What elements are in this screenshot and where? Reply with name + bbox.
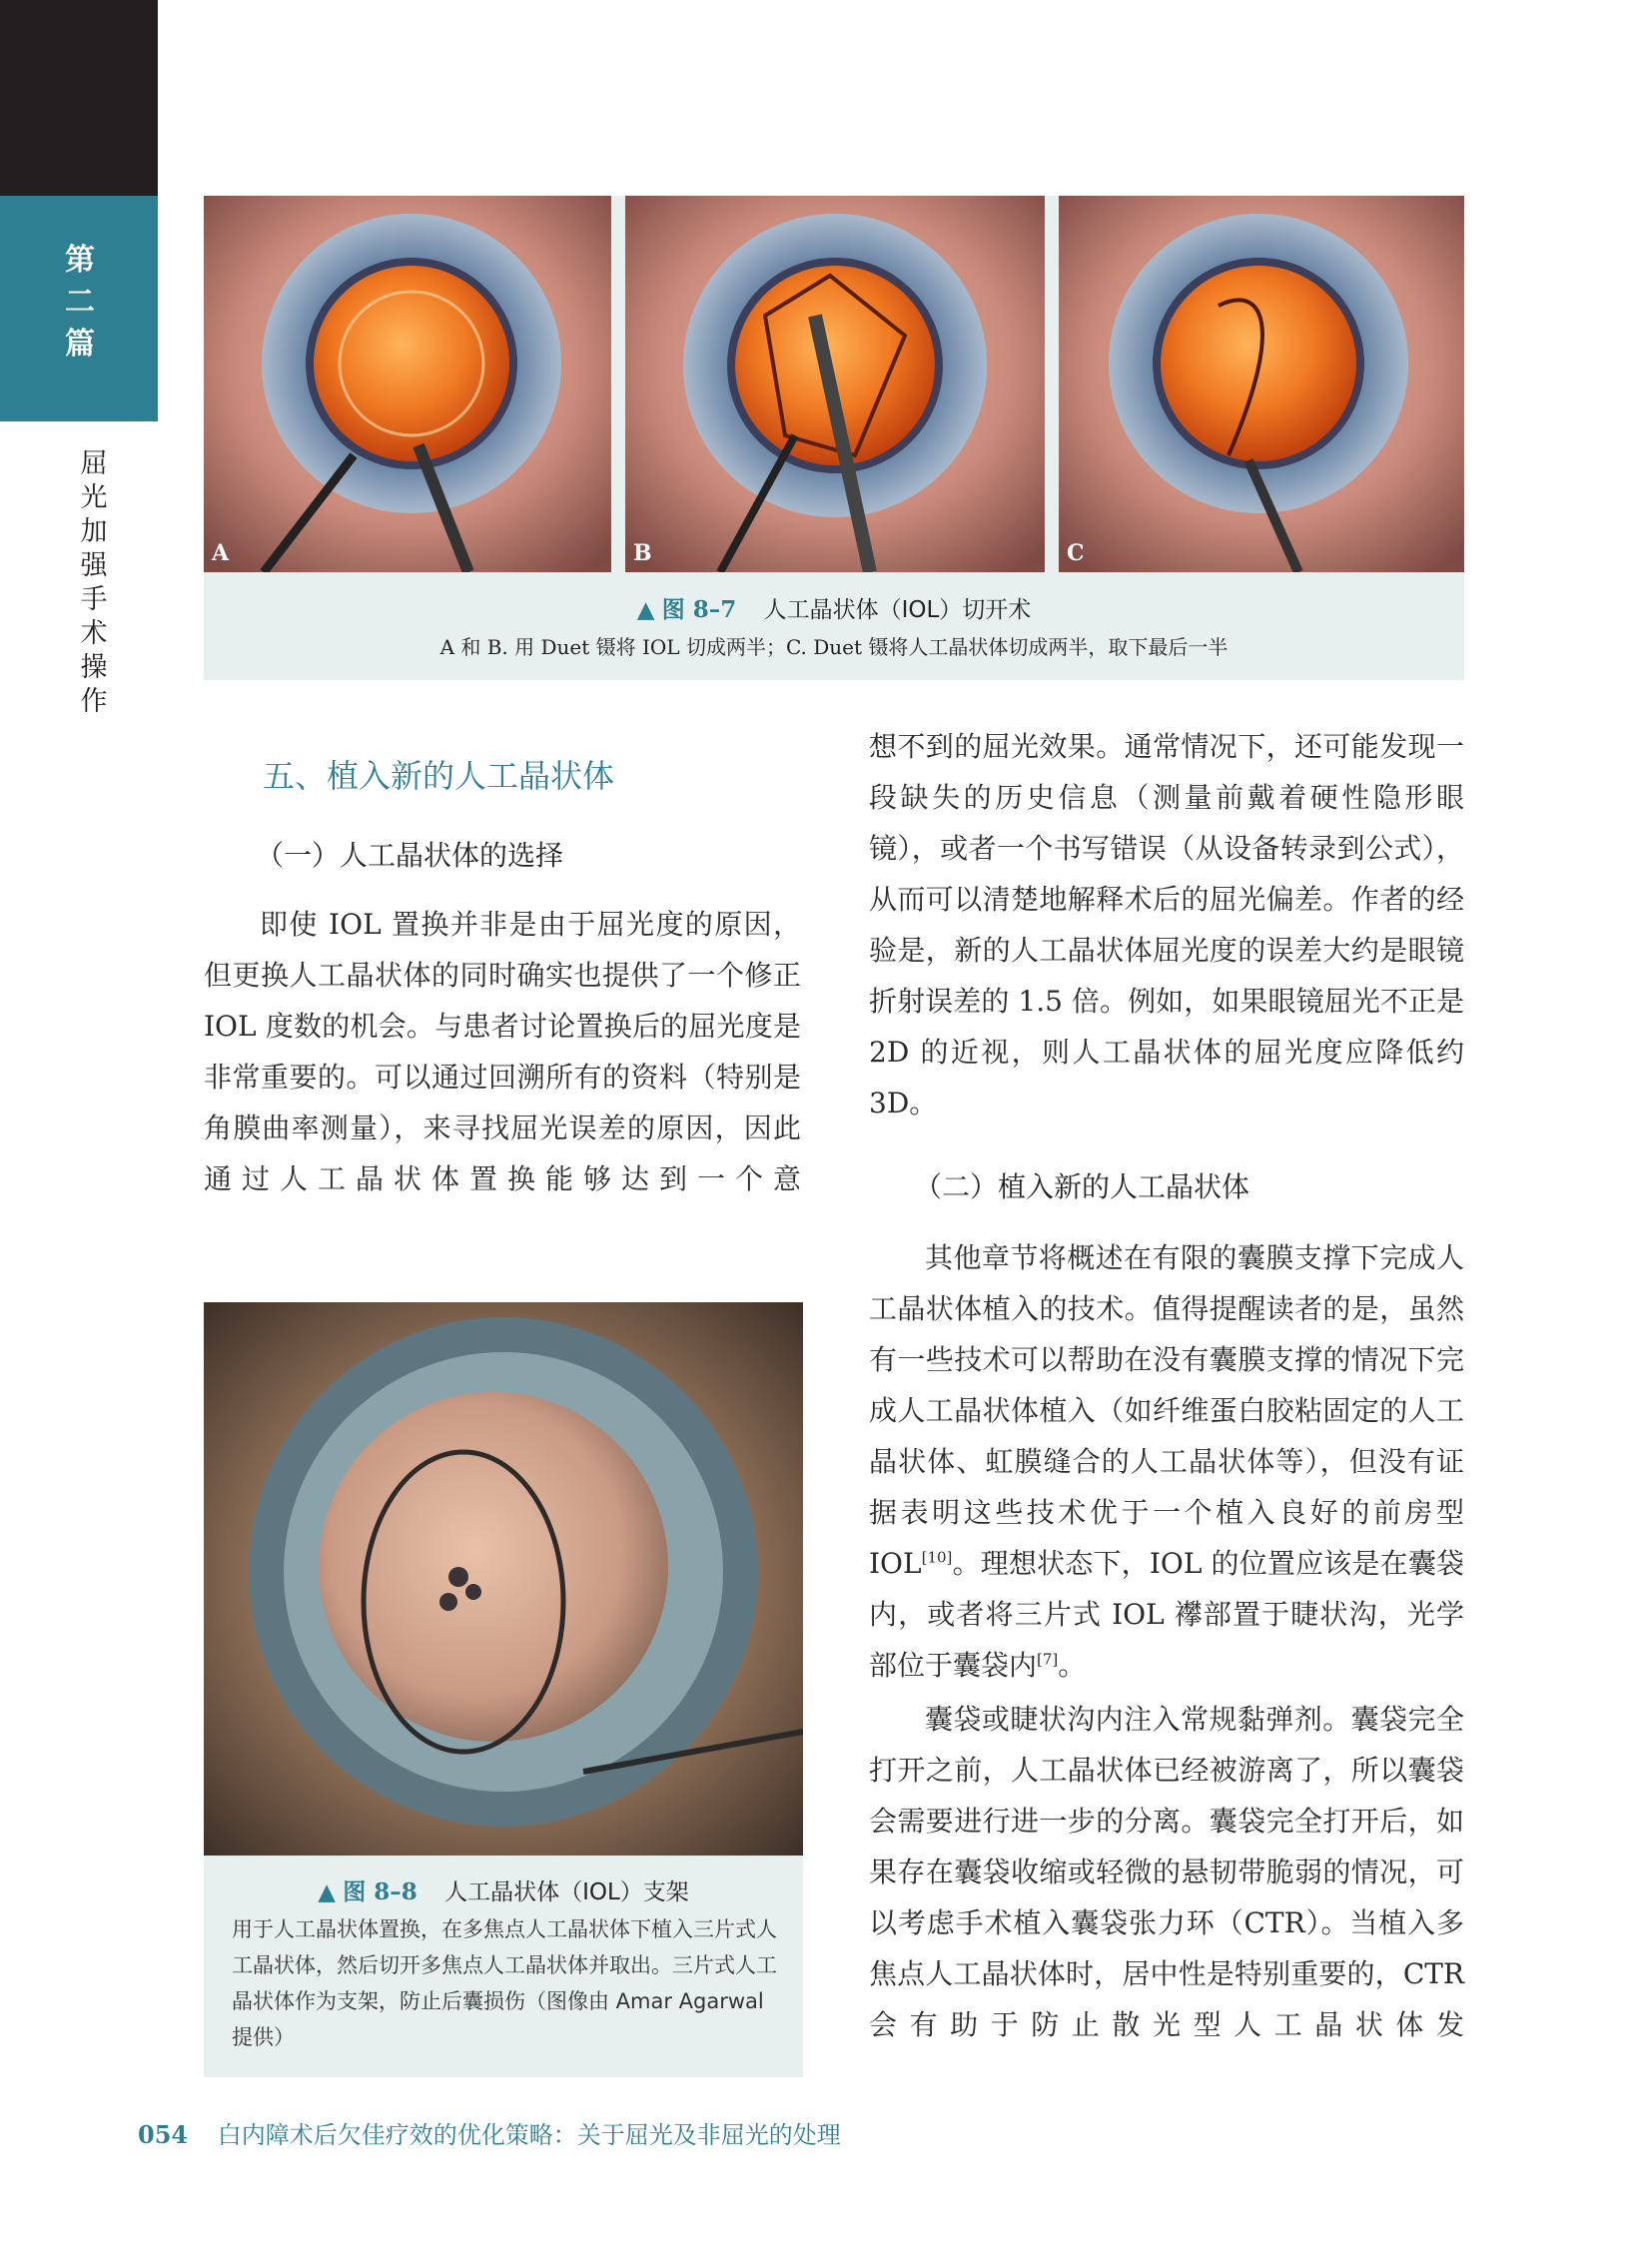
paragraph-right-2	[869, 1232, 1464, 1691]
paragraph-right-2-part-a: 其他章节将概述在有限的囊膜支撑下完成人工晶状体植入的技术。值得提醒读者的是，虽然有一些技术可以帮助在没有囊膜支撑的情况下完成人工晶状体植入（如纤维蛋白胶粘固定的人工晶状体、虹膜缝合的人工晶状体等），但没有证据表明这些技术优于一个植入良好的前房型 IOL	[869, 1241, 1464, 1580]
paragraph-right-2-part-b: 。理想状态下，IOL 的位置应该是在囊袋内，或者将三片式 IOL 襻部置于睫状沟，光学部位于囊袋内	[869, 1547, 1464, 1682]
figure-8-7-photo-a	[204, 196, 611, 572]
figure-8-8	[204, 1302, 803, 2077]
figure-8-8-number: 图 8–8	[343, 1878, 417, 1905]
eye-photo-b-image	[625, 196, 1045, 572]
figure-8-7-title	[204, 591, 1464, 624]
part-label: 第二篇	[65, 243, 95, 362]
paragraph-right-3: 囊袋或睫状沟内注入常规黏弹剂。囊袋完全打开之前，人工晶状体已经被游离了，所以囊袋会需要进行进一步的分离。囊袋完全打开后，如果存在囊袋收缩或轻微的悬韧带脆弱的情况，可以考虑手术植入囊袋张力环（CTR）。当植入多焦点人工晶状体时，居中性是特别重要的，CTR 会有助于防止散光型人工晶状体发	[869, 1703, 1464, 2041]
panel-label-c: C	[1067, 540, 1085, 566]
panel-label-a: A	[212, 540, 230, 566]
page-footer	[138, 2115, 841, 2150]
citation-7: [7]	[1037, 1650, 1059, 1669]
part-title: 屈光加强手术操作	[80, 448, 108, 717]
sidebar-dark-block	[0, 0, 158, 196]
eye-photo-c-image	[1059, 196, 1464, 572]
eye-photo-a-image	[204, 196, 611, 572]
figure-8-8-title	[204, 1873, 803, 1906]
subheading-iol-selection: （一）人工晶状体的选择	[256, 839, 564, 872]
figure-8-7-caption: A 和 B. 用 Duet 镊将 IOL 切成两半；C. Duet 镊将人工晶状体切成两半，取下最后一半	[439, 635, 1229, 659]
subheading-implant-new-iol: （二）植入新的人工晶状体	[914, 1170, 1250, 1203]
eye-photo-scaffold-image	[204, 1302, 803, 1856]
paragraph-right-1: 想不到的屈光效果。通常情况下，还可能发现一段缺失的历史信息（测量前戴着硬性隐形眼镜），或者一个书写错误（从设备转录到公式），从而可以清楚地解释术后的屈光偏差。作者的经验是，新的人工晶状体屈光度的误差大约是眼镜折射误差的 1.5 倍。例如，如果眼镜屈光不正是 2D 的近视，则人工晶状体的屈光度应降低约 3D。	[869, 730, 1464, 1120]
figure-8-7	[204, 196, 1464, 680]
figure-8-7-photo-b	[625, 196, 1045, 572]
book-title: 白内障术后欠佳疗效的优化策略：关于屈光及非屈光的处理	[217, 2121, 841, 2149]
figure-8-8-title-text: 人工晶状体（IOL）支架	[444, 1879, 689, 1905]
figure-8-7-photo-c	[1059, 196, 1464, 572]
citation-10: [10]	[921, 1548, 953, 1567]
triangle-marker-icon: ▲	[318, 1879, 336, 1905]
section-heading: 五、植入新的人工晶状体	[263, 757, 615, 795]
panel-label-b: B	[633, 540, 652, 566]
figure-8-7-number: 图 8–7	[661, 596, 737, 623]
triangle-marker-icon: ▲	[636, 597, 655, 623]
paragraph-right-2-part-c: 。	[1058, 1649, 1087, 1682]
page-number: 054	[138, 2120, 189, 2149]
figure-8-8-photo	[204, 1302, 803, 1856]
paragraph-left-1: 即使 IOL 置换并非是由于屈光度的原因，但更换人工晶状体的同时确实也提供了一个修正 IOL 度数的机会。与患者讨论置换后的屈光度是非常重要的。可以通过回溯所有的资料（特别是角膜曲率测量），来寻找屈光误差的原因，因此通过人工晶状体置换能够达到一个意	[204, 908, 801, 1195]
figure-8-7-title-text: 人工晶状体（IOL）切开术	[763, 597, 1032, 623]
figure-8-8-caption: 用于人工晶状体置换，在多焦点人工晶状体下植入三片式人工晶状体，然后切开多焦点人工晶状体并取出。三片式人工晶状体作为支架，防止后囊损伤（图像由 Amar Agarwal 提供）	[232, 1917, 777, 2049]
